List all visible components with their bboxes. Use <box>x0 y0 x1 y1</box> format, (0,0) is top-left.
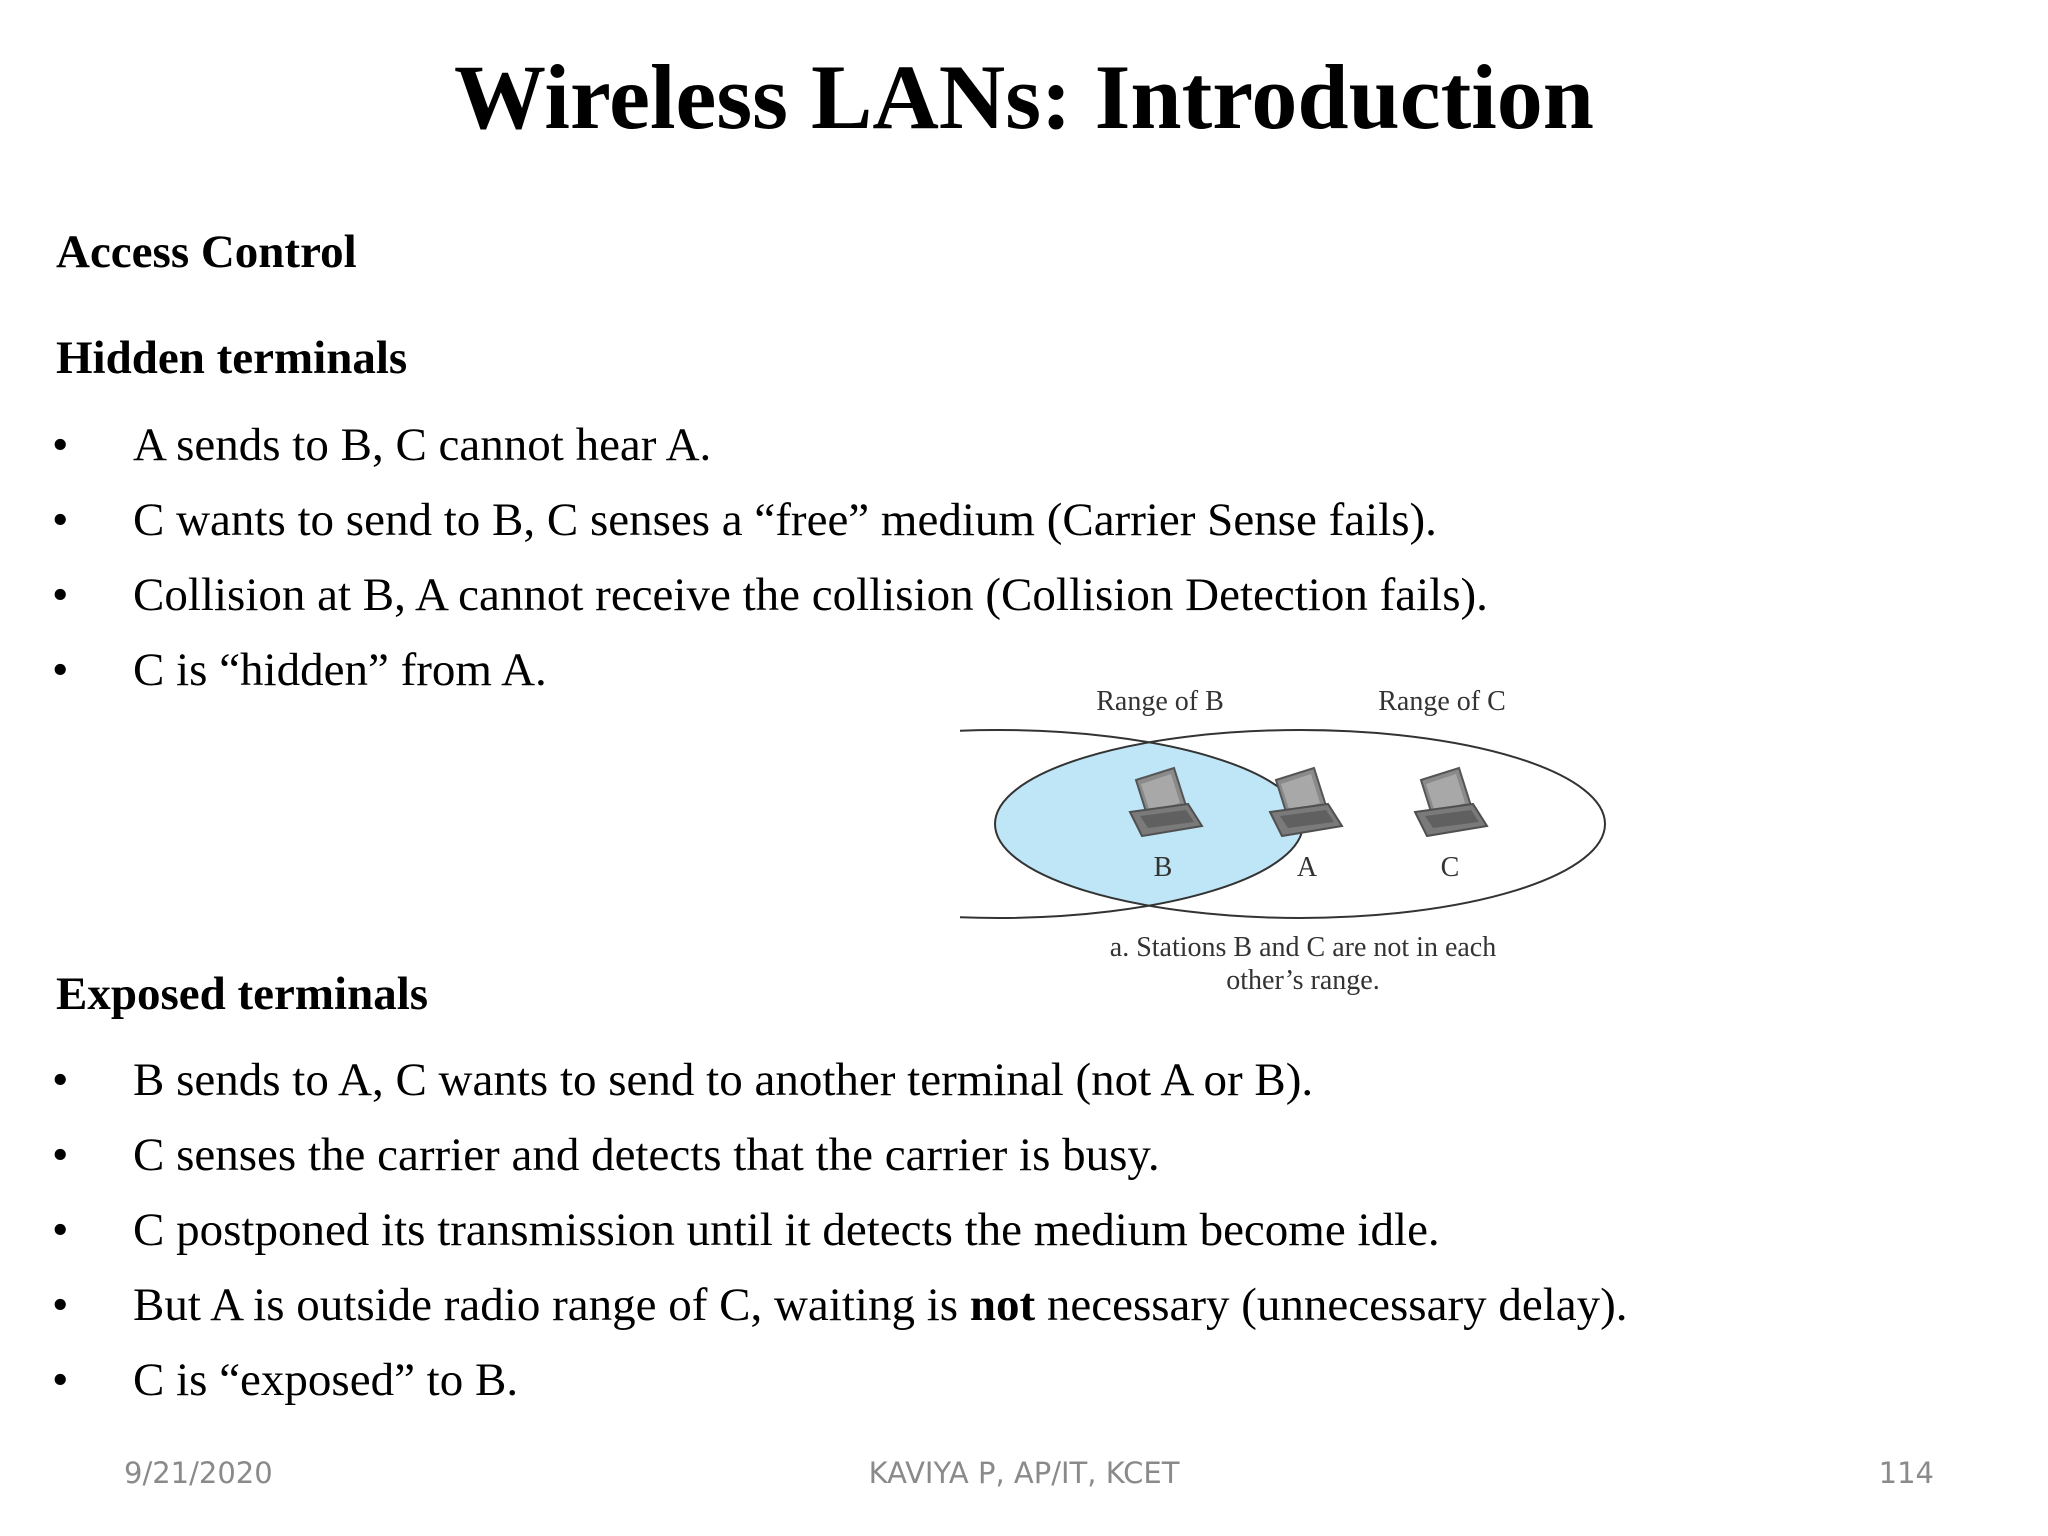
exposed-terminals-heading: Exposed terminals <box>56 968 429 1020</box>
emphasis-not: not <box>969 1279 1036 1331</box>
overlap-region <box>960 730 1303 918</box>
access-control-heading: Access Control <box>56 226 357 278</box>
hidden-terminals-heading: Hidden terminals <box>56 332 408 384</box>
footer-page-number: 114 <box>1878 1456 1934 1490</box>
footer-date: 9/21/2020 <box>124 1456 273 1490</box>
station-b-label: B <box>1153 852 1173 883</box>
bullet-text: C senses the carrier and detects that the carrier is busy. <box>133 1129 1160 1181</box>
bullet-icon: • <box>52 1129 69 1181</box>
bullet-icon: • <box>52 569 69 621</box>
bullet-text: Collision at B, A cannot receive the collision (Collision Detection fails). <box>133 569 1488 621</box>
station-c-label: C <box>1440 852 1460 883</box>
bullet-text-start: But A is outside radio range of C, waiting is <box>133 1279 970 1331</box>
bullet-icon: • <box>52 1204 69 1256</box>
bullet-icon: • <box>52 1354 69 1406</box>
slide-title: Wireless LANs: Introduction <box>454 46 1594 148</box>
range-diagram-svg <box>960 676 1660 1006</box>
laptop-c-icon <box>1415 768 1487 836</box>
bullet-icon: • <box>52 1054 69 1106</box>
figure-caption-line1: a. Stations B and C are not in each <box>1109 932 1497 963</box>
bullet-text: A sends to B, C cannot hear A. <box>133 419 712 471</box>
bullet-icon: • <box>52 494 69 546</box>
bullet-icon: • <box>52 644 69 696</box>
bullet-text: C is “exposed” to B. <box>133 1354 519 1406</box>
figure-caption-line2: other’s range. <box>1226 965 1380 996</box>
range-diagram <box>960 676 1660 1006</box>
bullet-text: C wants to send to B, C senses a “free” medium (Carrier Sense fails). <box>133 494 1437 546</box>
bullet-text: C is “hidden” from A. <box>133 644 547 696</box>
range-b-label: Range of B <box>1096 686 1224 717</box>
bullet-text: C postponed its transmission until it detects the medium become idle. <box>133 1204 1440 1256</box>
range-c-label: Range of C <box>1378 686 1506 717</box>
bullet-text <box>133 1277 1628 1333</box>
bullet-text: B sends to A, C wants to send to another terminal (not A or B). <box>133 1054 1314 1106</box>
bullet-text-end: necessary (unnecessary delay). <box>1035 1279 1628 1331</box>
station-a-label: A <box>1296 852 1318 883</box>
footer-author: KAVIYA P, AP/IT, KCET <box>868 1456 1180 1490</box>
bullet-icon: • <box>52 1279 69 1331</box>
bullet-icon: • <box>52 419 69 471</box>
